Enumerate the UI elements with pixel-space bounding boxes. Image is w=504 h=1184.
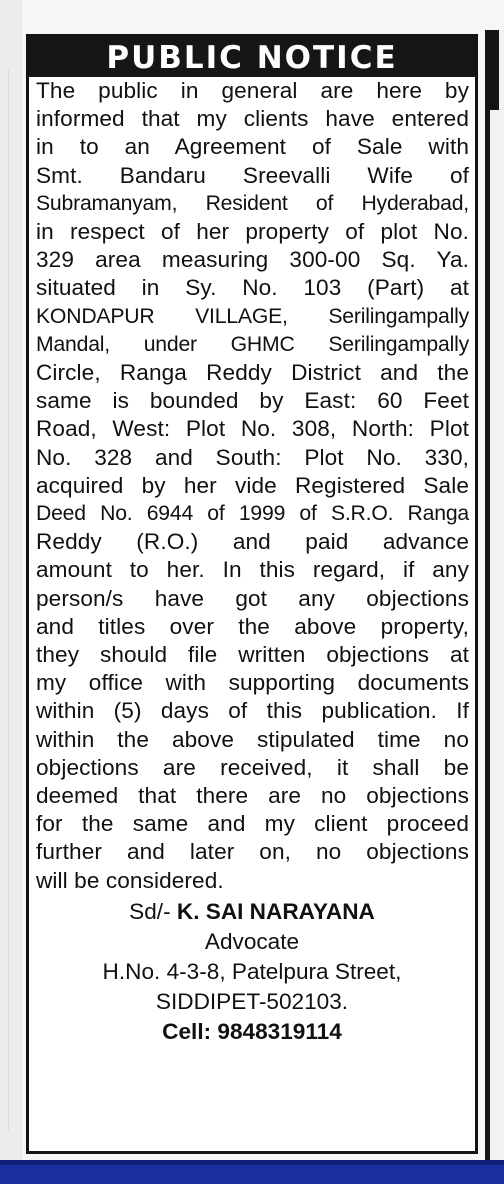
notice-line: Reddy (R.O.) and paid advance	[36, 529, 469, 555]
notice-line: and titles over the above property,	[36, 613, 469, 639]
notice-line: will be considered.	[36, 867, 224, 893]
cell-number: Cell: 9848319114	[162, 1018, 342, 1044]
band-shadow	[0, 1160, 504, 1165]
adjacent-box-edge-right	[485, 30, 504, 1160]
notice-line: situated in Sy. No. 103 (Part) at	[36, 275, 469, 301]
notice-line: The public in general are here by	[36, 78, 469, 103]
notice-line: Deed No. 6944 of 1999 of S.R.O. Ranga	[36, 502, 469, 526]
notice-body	[29, 77, 475, 895]
public-notice-box	[26, 34, 478, 1154]
notice-line: KONDAPUR VILLAGE, Serilingampally	[36, 304, 469, 328]
signature-block	[29, 897, 475, 1047]
notice-line: they should file written objections at	[36, 642, 469, 668]
signature-line	[29, 897, 475, 927]
notice-line: in respect of her property of plot No.	[36, 219, 469, 245]
notice-line: Mandal, under GHMC Serilingampally	[36, 332, 469, 356]
notice-line: in to an Agreement of Sale with	[36, 134, 469, 160]
notice-line: deemed that there are no objections	[36, 783, 469, 809]
address-line-2: SIDDIPET-502103.	[155, 988, 349, 1014]
notice-line: person/s have got any objections	[36, 585, 469, 611]
notice-line: No. 328 and South: Plot No. 330,	[36, 444, 469, 470]
notice-line: further and later on, no objections	[36, 839, 469, 865]
notice-line: Road, West: Plot No. 308, North: Plot	[36, 416, 469, 442]
notice-line: Subramanyam, Resident of Hyderabad,	[36, 191, 469, 215]
notice-line: 329 area measuring 300-00 Sq. Ya.	[36, 247, 469, 273]
notice-line: amount to her. In this regard, if any	[36, 557, 469, 583]
column-rule	[8, 70, 9, 1130]
bottom-color-band	[0, 1160, 504, 1184]
notice-line: my office with supporting documents	[36, 670, 469, 696]
notice-line: acquired by her vide Registered Sale	[36, 472, 469, 498]
adjacent-box-header	[485, 30, 499, 110]
adjacent-column-edge-left	[0, 0, 22, 1160]
signature-prefix: Sd/-	[129, 898, 177, 924]
address-line-1: H.No. 4-3-8, Patelpura Street,	[102, 958, 402, 984]
notice-line: for the same and my client proceed	[36, 811, 469, 837]
advocate-designation: Advocate	[204, 928, 300, 954]
notice-line: within (5) days of this publication. If	[36, 698, 469, 724]
notice-line: within the above stipulated time no	[36, 726, 469, 752]
notice-title: PUBLIC NOTICE	[29, 37, 475, 77]
advocate-name: K. SAI NARAYANA	[176, 898, 375, 924]
notice-line: Circle, Ranga Reddy District and the	[36, 360, 469, 386]
notice-line: Smt. Bandaru Sreevalli Wife of	[36, 162, 469, 188]
notice-line: informed that my clients have entered	[36, 106, 469, 132]
notice-line: objections are received, it shall be	[36, 754, 469, 780]
notice-line: same is bounded by East: 60 Feet	[36, 388, 469, 414]
